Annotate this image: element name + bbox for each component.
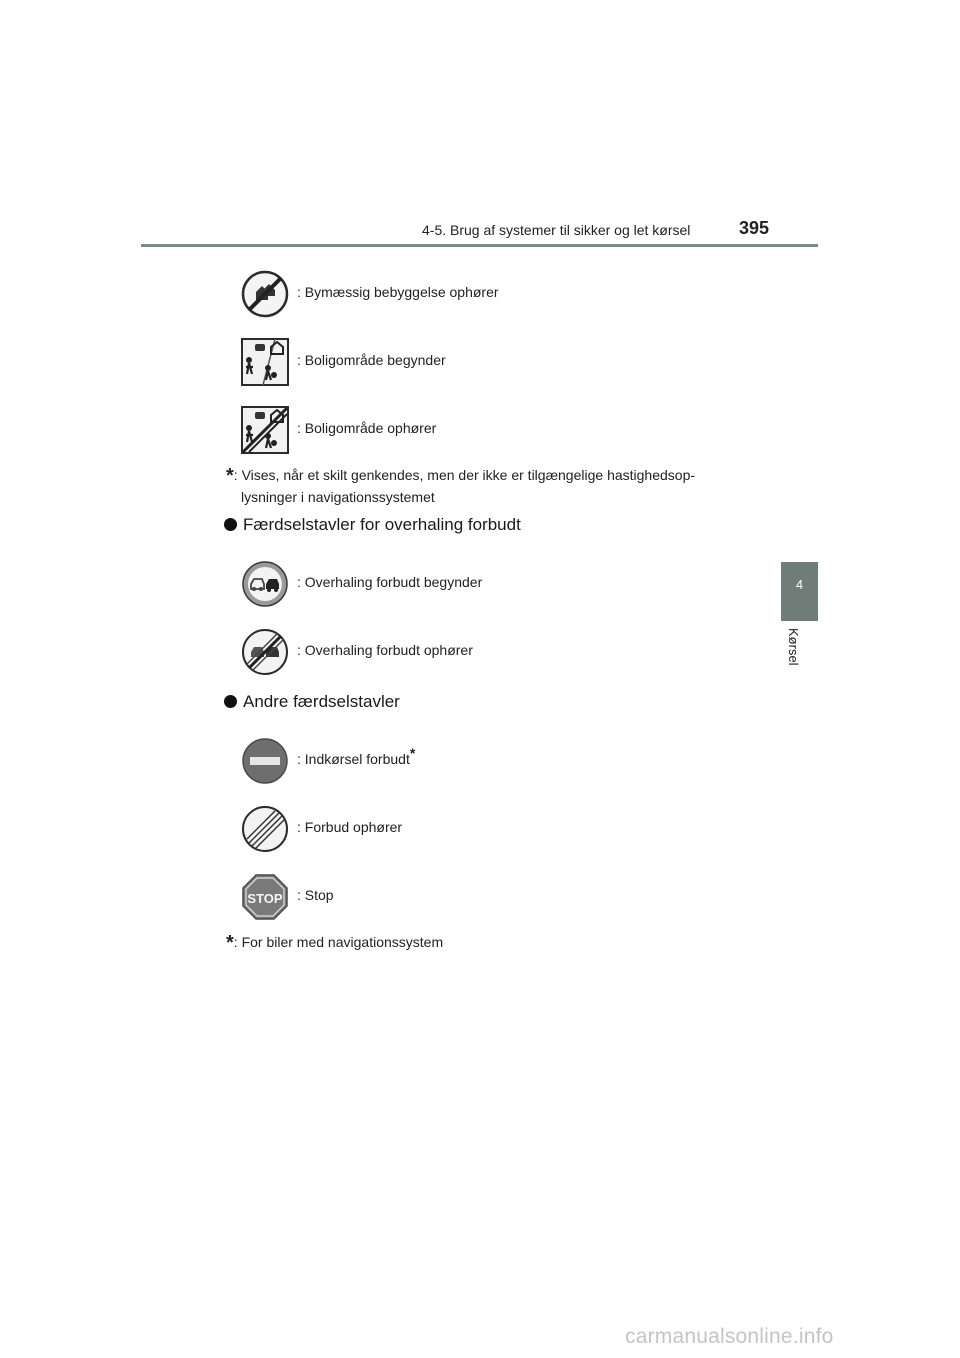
footnote-line-2: lysninger i navigationssystemet — [241, 489, 435, 505]
sign-label-town-end: : Bymæssig bebyggelse ophører — [297, 284, 499, 300]
bullet-icon — [224, 695, 237, 708]
footnote-text: : For biler med navigationssystem — [233, 934, 444, 950]
stop-sign-icon — [241, 873, 289, 921]
sign-label-no-entry — [297, 745, 416, 767]
stop-sign-text: STOP — [247, 891, 283, 906]
page-number: 395 — [739, 218, 770, 238]
footnote-line-1: : Vises, når et skilt genkendes, men der ikke er tilgængelige hastighedsop- — [233, 467, 696, 483]
section-title: 4-5. Brug af systemer til sikker og let kørsel — [422, 222, 691, 238]
footnote-marker: * — [409, 745, 416, 761]
sign-label-residential-end: : Boligområde ophører — [297, 420, 437, 436]
residential-area-start-icon — [241, 338, 289, 386]
sign-label-residential-start: : Boligområde begynder — [297, 352, 446, 368]
chapter-label: Kørsel — [786, 628, 801, 666]
no-overtaking-end-icon — [241, 628, 289, 676]
sign-label-end-of-restrictions: : Forbud ophører — [297, 819, 403, 835]
heading-text: Andre færdselstavler — [243, 692, 400, 711]
footnote-star: * — [226, 932, 234, 954]
no-entry-icon — [241, 737, 289, 785]
bullet-icon — [224, 518, 237, 531]
town-area-end-icon — [241, 270, 289, 318]
section-heading-overtaking — [224, 515, 521, 535]
footnote-navigation-system — [226, 932, 443, 954]
chapter-number: 4 — [795, 577, 804, 592]
watermark: carmanualsonline.info — [625, 1325, 834, 1348]
residential-area-end-icon — [241, 406, 289, 454]
footnote-navigation-limits — [226, 465, 695, 508]
no-overtaking-icon — [241, 560, 289, 608]
footnote-star: * — [226, 465, 234, 487]
sign-label-no-overtaking-end: : Overhaling forbudt ophører — [297, 642, 473, 658]
heading-text: Færdselstavler for overhaling forbudt — [243, 515, 521, 534]
end-of-restrictions-icon — [241, 805, 289, 853]
no-entry-text: : Indkørsel forbudt — [297, 751, 410, 767]
sign-label-stop: : Stop — [297, 887, 334, 903]
header-divider — [141, 244, 818, 247]
sign-label-no-overtaking: : Overhaling forbudt begynder — [297, 574, 483, 590]
section-heading-other-signs — [224, 692, 400, 712]
